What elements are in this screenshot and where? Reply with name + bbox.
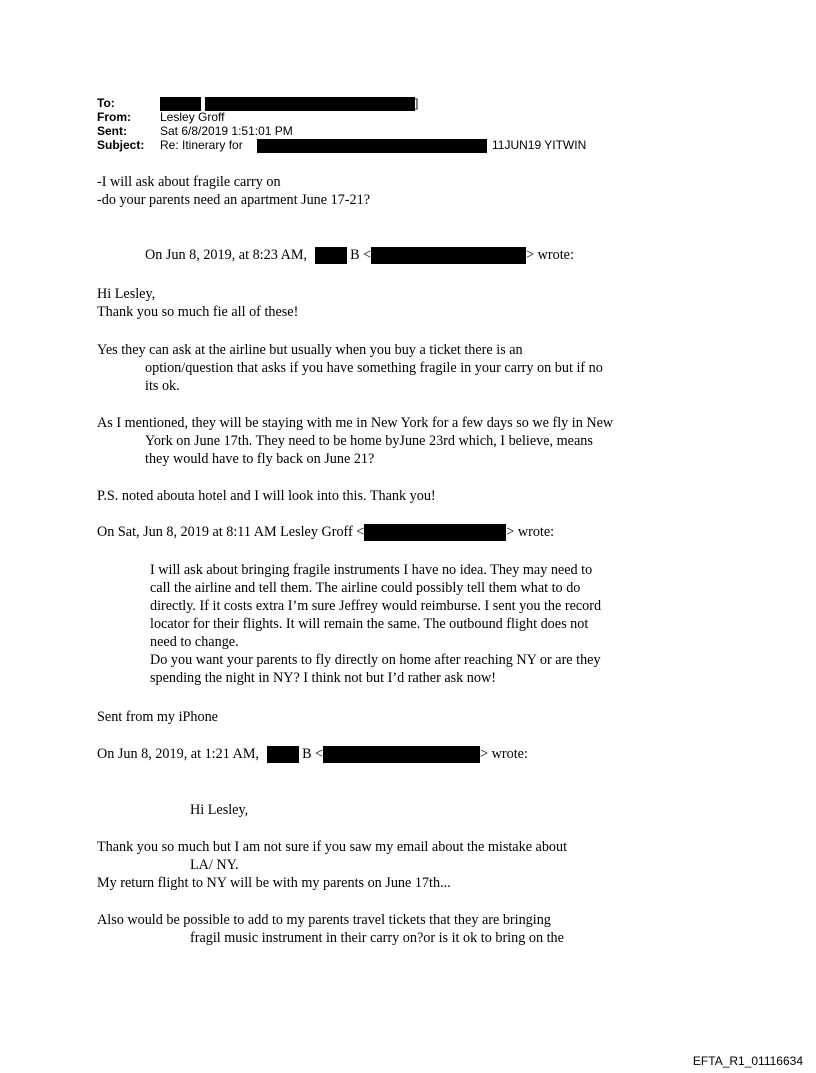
redaction-box [267, 746, 299, 763]
redaction-box [160, 97, 201, 111]
body-line: they would have to fly back on June 21? [145, 451, 375, 467]
body-line: fragil music instrument in their carry on?or is it ok to bring on the [190, 930, 564, 946]
from-value: Lesley Groff [160, 110, 225, 124]
greeting: Hi Lesley, [97, 286, 156, 302]
quote-intro-prefix: On Sat, Jun 8, 2019 at 8:11 AM Lesley Groff < [97, 524, 365, 540]
redaction-box [371, 247, 526, 264]
document-id: EFTA_R1_01116634 [692, 1054, 803, 1068]
quote-intro [145, 246, 574, 264]
quote-intro-mid: B < [302, 746, 324, 762]
subject-label: Subject: [97, 138, 145, 152]
to-suffix: ] [415, 96, 419, 110]
body-line: directly. If it costs extra I’m sure Jeffrey would reimburse. I sent you the record [150, 598, 602, 614]
header-subject [97, 138, 587, 152]
body-line: option/question that asks if you have something fragile in your carry on but if no [145, 360, 603, 376]
subject-prefix: Re: Itinerary for [160, 138, 243, 152]
body-line: I will ask about bringing fragile instruments I have no idea. They may need to [150, 562, 593, 578]
body-line: Yes they can ask at the airline but usually when you buy a ticket there is an [97, 342, 523, 358]
body-line: need to change. [150, 634, 239, 650]
redaction-box [364, 524, 506, 541]
body-line: Do you want your parents to fly directly on home after reaching NY or are they [150, 652, 601, 668]
reply-line: -do your parents need an apartment June 17-21? [97, 192, 371, 208]
body-line: Thank you so much fie all of these! [97, 304, 299, 320]
body-line: P.S. noted abouta hotel and I will look into this. Thank you! [97, 488, 436, 504]
quote-intro-suffix: > wrote: [506, 524, 555, 540]
redaction-box [257, 139, 487, 153]
quote-intro-mid: B < [350, 247, 372, 263]
sent-value: Sat 6/8/2019 1:51:01 PM [160, 124, 293, 138]
body-line: call the airline and tell them. The airline could possibly tell them what to do [150, 580, 581, 596]
redaction-box [205, 97, 415, 111]
sent-from: Sent from my iPhone [97, 709, 218, 725]
quote-intro [97, 523, 554, 541]
body-line: York on June 17th. They need to be home byJune 23rd which, I believe, means [145, 433, 593, 449]
redaction-box [315, 247, 347, 264]
to-label: To: [97, 96, 115, 110]
quote-intro-prefix: On Jun 8, 2019, at 1:21 AM, [97, 746, 259, 762]
body-line: Also would be possible to add to my parents travel tickets that they are bringing [97, 912, 551, 928]
quote-intro [97, 745, 528, 763]
reply-line: -I will ask about fragile carry on [97, 174, 281, 190]
redaction-box [323, 746, 480, 763]
sent-label: Sent: [97, 124, 127, 138]
quote-intro-suffix: > wrote: [526, 247, 574, 263]
body-line: LA/ NY. [190, 857, 239, 873]
quote-intro-suffix: > wrote: [480, 746, 528, 762]
header-from [97, 110, 225, 124]
quote-intro-prefix: On Jun 8, 2019, at 8:23 AM, [145, 247, 307, 263]
body-line: My return flight to NY will be with my parents on June 17th... [97, 875, 451, 891]
body-line: locator for their flights. It will remain the same. The outbound flight does not [150, 616, 589, 632]
header-to [97, 96, 419, 110]
body-line: As I mentioned, they will be staying with me in New York for a few days so we fly in New [97, 415, 614, 431]
greeting: Hi Lesley, [190, 802, 249, 818]
header-sent [97, 124, 293, 138]
body-line: Thank you so much but I am not sure if you saw my email about the mistake about [97, 839, 568, 855]
body-line: its ok. [145, 378, 180, 394]
subject-suffix: 11JUN19 YITWIN [492, 138, 587, 152]
body-line: spending the night in NY? I think not but I’d rather ask now! [150, 670, 496, 686]
from-label: From: [97, 110, 131, 124]
